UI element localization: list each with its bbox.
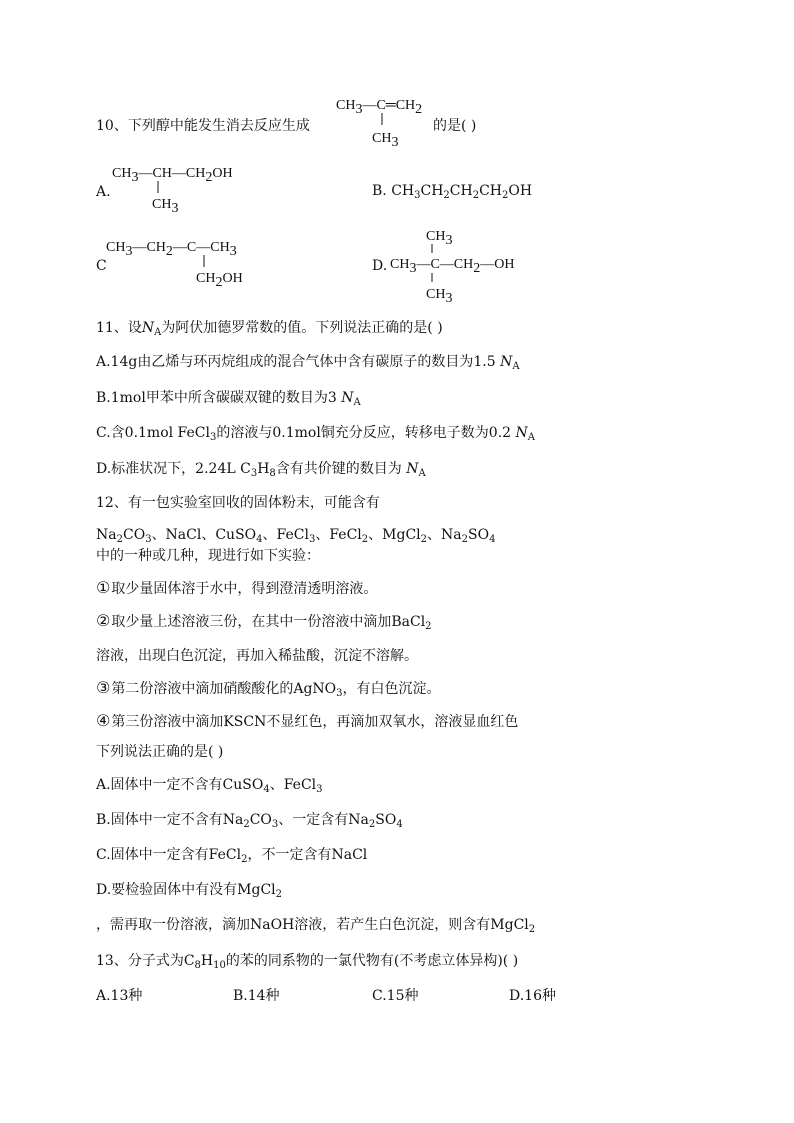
marker-4: ④ — [96, 711, 111, 730]
q13-option-c: C.15种 — [372, 988, 419, 1004]
q12-step-4: ④第三份溶液中滴加KSCN不显红色，再滴加双氧水，溶液显血红色 — [96, 711, 519, 730]
q12-option-b: B.固体中一定不含有$Na_2CO_3$、一定含有$Na_2SO_4$ — [96, 812, 403, 830]
q11-option-c: C.含0.1mol FeCl$_3$的溶液与0.1mol铜充分反应，转移电子数为0.2 $N_A$ — [96, 425, 536, 443]
q10-target-branch: CH3 — [372, 131, 399, 150]
q10-option-b: B. $CH_3CH_2CH_2CH_2OH$ — [372, 183, 533, 201]
q10-option-d-label: D. — [372, 258, 388, 274]
q12-compounds: $Na_2CO_3$、NaCl、CuSO$_4$、FeCl$_3$、FeCl$_2$、MgCl$_2$、$Na_2SO_4$ — [96, 527, 496, 545]
svg-text:CH3: CH3 — [426, 287, 453, 304]
q12-option-d-1: D.要检验固体中有没有MgCl$_2$ — [96, 882, 283, 900]
q10-option-c-structure — [104, 232, 264, 292]
q12-stem-2: 中的一种或几种，现进行如下实验： — [96, 548, 320, 564]
marker-2: ② — [96, 611, 111, 630]
q13-option-a: A.13种 — [96, 988, 143, 1004]
q10-target-top: CH3—C═CH2 — [336, 98, 423, 117]
q12-stem-1: 12、有一包实验室回收的固体粉末，可能含有 — [96, 495, 380, 511]
q10-target-structure — [334, 92, 438, 150]
q12-option-a: A.固体中一定不含有CuSO$_4$、FeCl$_3$ — [96, 777, 323, 795]
svg-text:CH2OH: CH2OH — [196, 271, 243, 290]
marker-1: ① — [96, 578, 111, 597]
q10-option-d-structure — [388, 222, 528, 304]
svg-text:CH3—CH—CH2OH: CH3—CH—CH2OH — [112, 166, 233, 185]
q10-option-a-label: A. — [96, 184, 111, 200]
q11-option-d: D.标准状况下，2.24L $C_3H_8$含有共价键的数目为 $N_A$ — [96, 461, 426, 479]
q13-option-b: B.14种 — [233, 988, 280, 1004]
svg-text:CH3—C—CH2—OH: CH3—C—CH2—OH — [390, 257, 515, 276]
q12-option-d-2: ，需再取一份溶液，滴加NaOH溶液，若产生白色沉淀，则含有MgCl$_2$ — [96, 917, 536, 935]
q12-step-2a: ②取少量上述溶液三份，在其中一份溶液中滴加BaCl$_2$ — [96, 611, 432, 632]
q12-step-1: ①取少量固体溶于水中，得到澄清透明溶液。 — [96, 578, 378, 597]
q12-step-2b: 溶液，出现白色沉淀，再加入稀盐酸，沉淀不溶解。 — [96, 648, 418, 664]
svg-text:CH3: CH3 — [426, 229, 453, 248]
q11-option-b: B.1mol甲苯中所含碳碳双键的数目为3 $N_A$ — [96, 390, 361, 408]
marker-3: ③ — [96, 678, 111, 697]
q12-step-3: ③第二份溶液中滴加硝酸酸化的AgNO$_3$，有白色沉淀。 — [96, 678, 441, 699]
q10-stem — [96, 116, 310, 136]
q10-option-c-label: C — [96, 258, 107, 274]
q13-option-d: D.16种 — [509, 988, 556, 1004]
q12-option-c: C.固体中一定含有FeCl$_2$，不一定含有NaCl — [96, 847, 368, 865]
q11-stem: 11、设$N_A$为阿伏加德罗常数的值。下列说法正确的是( ) — [96, 320, 443, 338]
q10-suffix: 的是( ) — [433, 118, 477, 134]
q10-option-a-structure — [110, 160, 250, 216]
svg-text:CH3—CH2—C—CH3: CH3—CH2—C—CH3 — [106, 240, 237, 259]
q13-stem: 13、分子式为$C_8H_{10}$的苯的同系物的一氯代物有(不考虑立体异构)( ) — [96, 953, 519, 971]
q10-prefix: 10、下列醇中能发生消去反应生成 — [96, 118, 310, 134]
svg-text:CH3: CH3 — [152, 197, 179, 216]
q11-option-a: A.14g由乙烯与环丙烷组成的混合气体中含有碳原子的数目为1.5 $N_A$ — [96, 354, 520, 372]
q12-question: 下列说法正确的是( ) — [96, 744, 224, 760]
